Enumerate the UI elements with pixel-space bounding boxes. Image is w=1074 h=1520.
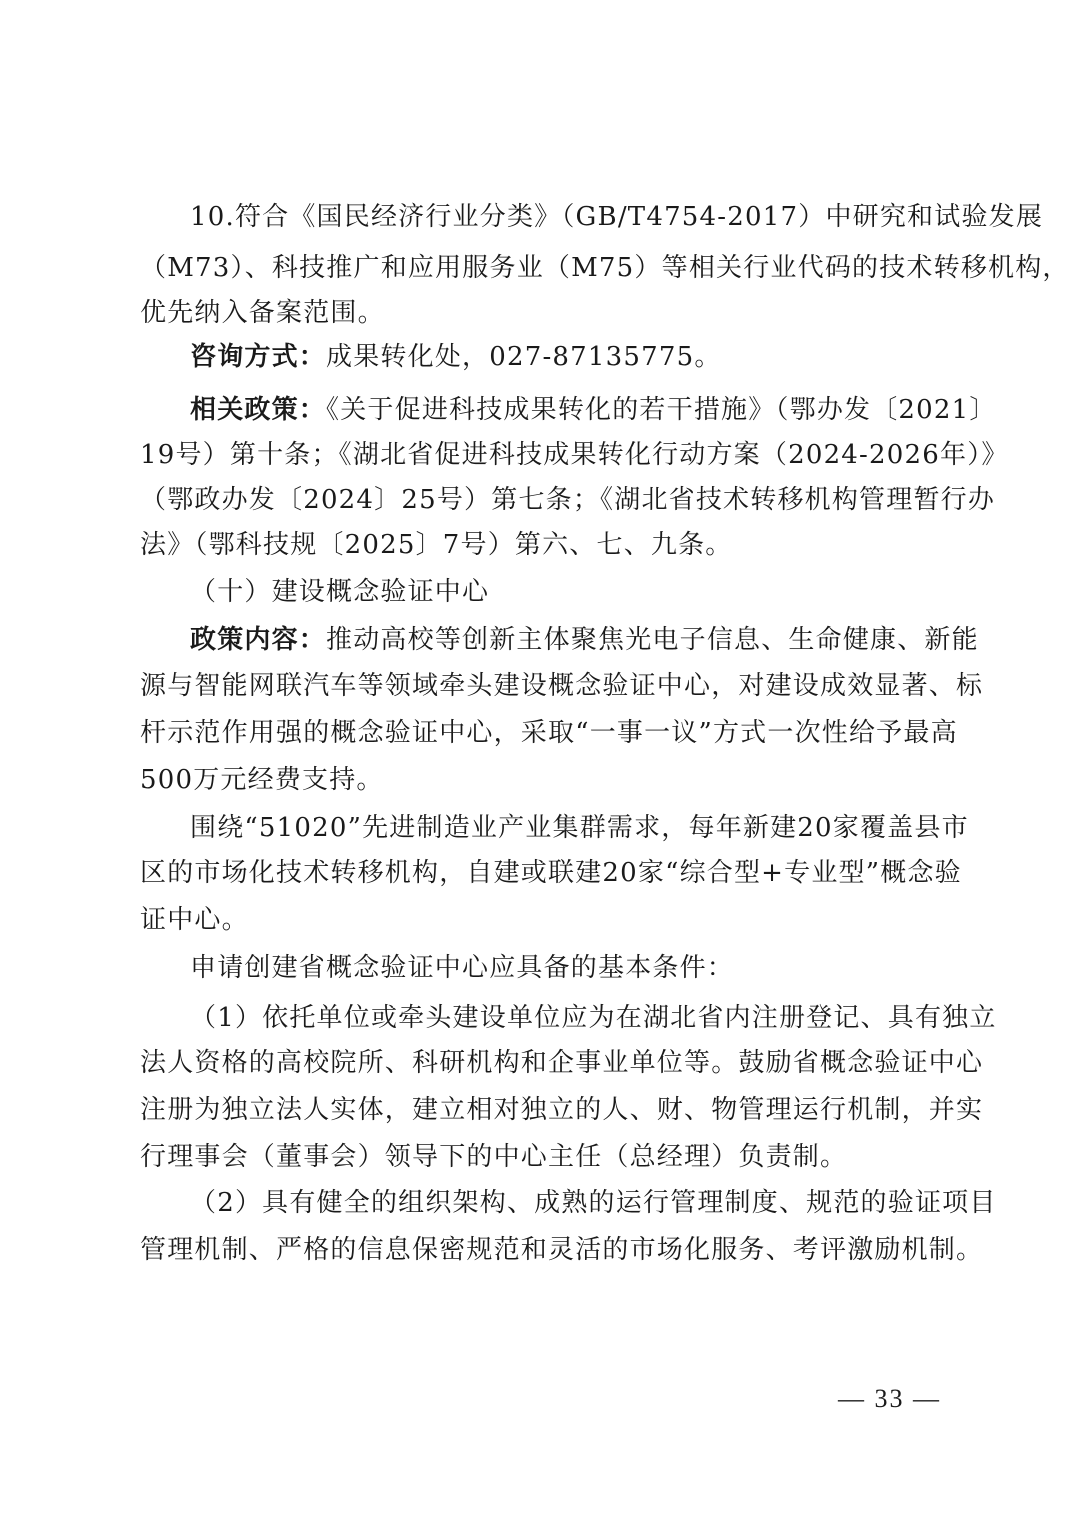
consult-line: [190, 341, 990, 373]
cluster-line-2: 区的市场化技术转移机构，自建或联建20家“综合型+专业型”概念验: [140, 858, 962, 888]
policy-content-label: 政策内容：: [190, 625, 327, 655]
related-policy-label: 相关政策：: [190, 395, 327, 425]
policy-content-line-3: 杆示范作用强的概念验证中心，采取“一事一议”方式一次性给予最高: [140, 718, 958, 748]
page-number: — 33 —: [838, 1384, 941, 1413]
related-policy-line-2: 19号）第十条；《湖北省促进科技成果转化行动方案（2024-2026年）》: [140, 440, 1009, 470]
cluster-line-3: 证中心。: [140, 905, 249, 935]
policy-content-line-2: 源与智能网联汽车等领域牵头建设概念验证中心，对建设成效显著、标: [140, 671, 984, 701]
condition-1-line-2: 法人资格的高校院所、科研机构和企事业单位等。鼓励省概念验证中心: [140, 1048, 984, 1078]
item-10-line-3: 优先纳入备案范围。: [140, 298, 385, 328]
cluster-line-1: 围绕“51020”先进制造业产业集群需求，每年新建20家覆盖县市: [190, 813, 969, 843]
consult-value: 成果转化处，027-87135775。: [326, 342, 722, 372]
condition-1-line-1: （1）依托单位或牵头建设单位应为在湖北省内注册登记、具有独立: [190, 1003, 997, 1033]
condition-1-line-3: 注册为独立法人实体，建立相对独立的人、财、物管理运行机制，并实: [140, 1095, 984, 1125]
conditions-intro: 申请创建省概念验证中心应具备的基本条件：: [190, 953, 735, 983]
condition-2-line-1: （2）具有健全的组织架构、成熟的运行管理制度、规范的验证项目: [190, 1188, 997, 1218]
related-policy-line-1: 相关政策：《关于促进科技成果转化的若干措施》（鄂办发〔2021〕: [190, 395, 997, 425]
related-policy-line-4: 法》（鄂科技规〔2025〕7号）第六、七、九条。: [140, 530, 733, 560]
item-10-line-2: （M73）、科技推广和应用服务业（M75）等相关行业代码的技术转移机构，: [140, 253, 1070, 283]
related-policy-line-3: （鄂政办发〔2024〕25号）第七条；《湖北省技术转移机构管理暂行办: [140, 485, 996, 515]
section-heading: （十）建设概念验证中心: [190, 577, 490, 607]
item-10-line-1: 10.符合《国民经济行业分类》（GB/T4754-2017）中研究和试验发展: [190, 202, 1044, 232]
condition-1-line-4: 行理事会（董事会）领导下的中心主任（总经理）负责制。: [140, 1142, 848, 1172]
policy-content-line-4: 500万元经费支持。: [140, 765, 384, 795]
condition-2-line-2: 管理机制、严格的信息保密规范和灵活的市场化服务、考评激励机制。: [140, 1235, 984, 1265]
policy-content-line-1: 政策内容：推动高校等创新主体聚焦光电子信息、生命健康、新能: [190, 625, 979, 655]
consult-label: 咨询方式：: [190, 342, 327, 372]
